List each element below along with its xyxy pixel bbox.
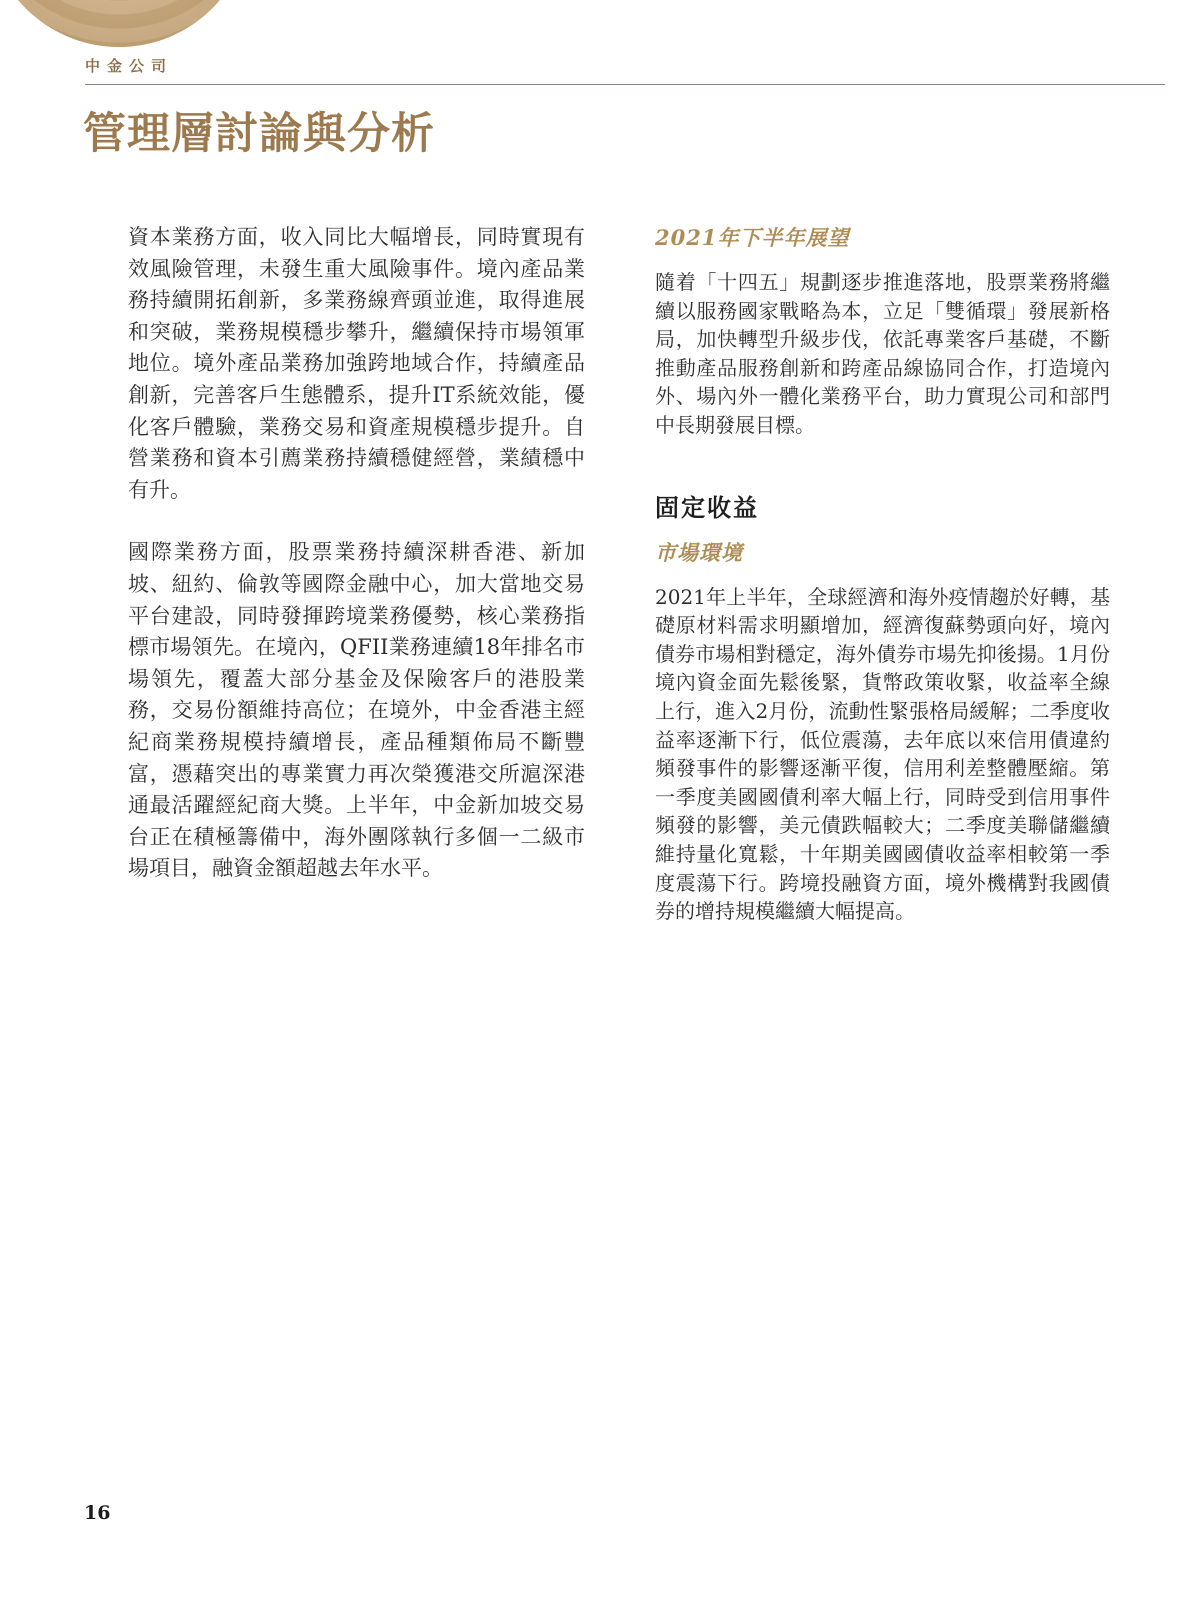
paragraph-international-business: 國際業務方面，股票業務持續深耕香港、新加坡、紐約、倫敦等國際金融中心，加大當地交易平台建設，同時發揮跨境業務優勢，核心業務指標市場領先。在境內，QFII業務連續18年排名市場領先，覆蓋大部分基金及保險客戶的港股業務，交易份額維持高位；在境外，中金香港主經紀商業務規模持續增長，產品種類佈局不斷豐富，憑藉突出的專業實力再次榮獲港交所滬深港通最活躍經紀商大獎。上半年，中金新加坡交易台正在積極籌備中，海外團隊執行多個一二級市場項目，融資金額超越去年水平。 — [128, 540, 585, 881]
outlook-2021h2-heading: 2021年下半年展望 — [655, 225, 850, 250]
paragraph-outlook: 隨着「十四五」規劃逐步推進落地，股票業務將繼續以服務國家戰略為本，立足「雙循環」發展新格局，加快轉型升級步伐，依託專業客戶基礎，不斷推動產品服務創新和跨產品線協同合作，打造境內外、場內外一體化業務平台，助力實現公司和部門中長期發展目標。 — [655, 270, 1110, 437]
brand-name: 中金公司 — [85, 57, 174, 75]
fixed-income-heading: 固定收益 — [655, 492, 759, 522]
page-number: 16 — [84, 1502, 111, 1524]
paragraph-capital-business: 資本業務方面，收入同比大幅增長，同時實現有效風險管理，未發生重大風險事件。境內產品業務持續開拓創新，多業務線齊頭並進，取得進展和突破，業務規模穩步攀升，繼續保持市場領軍地位。境外產品業務加強跨地域合作，持續產品創新，完善客戶生態體系，提升IT系統效能，優化客戶體驗，業務交易和資產規模穩步提升。自營業務和資本引薦業務持續穩健經營，業績穩中有升。 — [128, 225, 585, 502]
page-title: 管理層討論與分析 — [83, 109, 435, 159]
right-column — [655, 222, 1110, 926]
header-rule — [85, 84, 1165, 85]
ornament-circle-icon — [0, 0, 251, 47]
paragraph-market-environment: 2021年上半年，全球經濟和海外疫情趨於好轉，基礎原材料需求明顯增加，經濟復蘇勢頭向好，境內債券市場相對穩定，海外債券市場先抑後揚。1月份境內資金面先鬆後緊，貨幣政策收緊，收益率全線上行，進入2月份，流動性緊張格局緩解；二季度收益率逐漸下行，低位震蕩，去年底以來信用債違約頻發事件的影響逐漸平復，信用利差整體壓縮。第一季度美國國債利率大幅上行，同時受到信用事件頻發的影響，美元債跌幅較大；二季度美聯儲繼續維持量化寬鬆，十年期美國國債收益率相較第一季度震蕩下行。跨境投融資方面，境外機構對我國債券的增持規模繼續大幅提高。 — [655, 584, 1110, 924]
left-column — [128, 222, 585, 885]
market-environment-heading: 市場環境 — [655, 539, 743, 565]
